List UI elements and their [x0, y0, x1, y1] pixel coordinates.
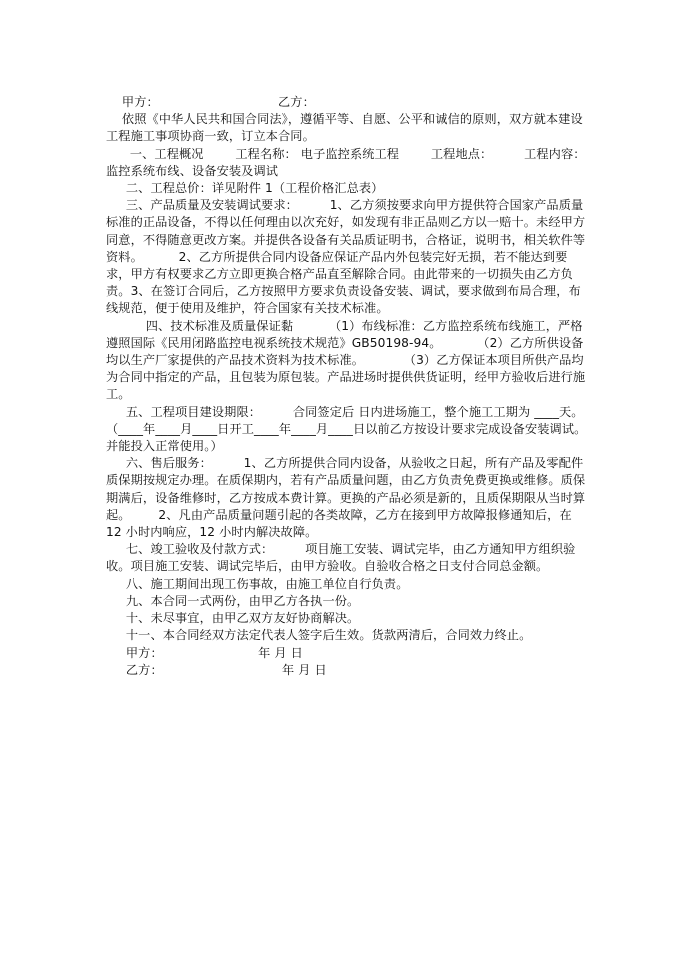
contract-body: [106, 94, 590, 679]
section-effectiveness: 十一、本合同经双方法定代表人签字后生效。货款两清后，合同效力终止。: [106, 628, 532, 643]
section-quality-requirements: 三、产品质量及安装调试要求： 1、乙方须按要求向甲方提供符合国家产品质量标准的正品设备，不得以任何理由以次充好，如发现有非正品则乙方以一赔十。未经甲方同意，不得随意更改方案。并提供各设备有关品质证明书，合格证，说明书，相关软件等资料。 2、乙方所提供合同内设备应保证产品内外包装完好无损，若不能达到要求，甲方有权要求乙方立即更换合格产品直至解除合同。由此带来的一切损失由乙方负责。3、在签订合同后，乙方按照甲方要求负责设备安装、调试，要求做到布局合理，布线规范，便于使用及维护，符合国家有关技术标准。: [106, 198, 586, 316]
section-copies: 九、本合同一式两份，由甲乙方各执一份。: [106, 593, 360, 608]
section-construction-period: 五、工程项目建设期限： 合同签定后 日内进场施工，整个施工工期为 ____天。（____年____月____日开工____年____月____日以前乙方按设计要求完成设备安装调试。并能投入正常使用。）: [106, 404, 587, 454]
signature-party-b: 乙方： 年 月 日: [106, 662, 327, 677]
section-acceptance-payment: 七、竣工验收及付款方式： 项目施工安装、调试完毕，由乙方通知甲方组织验收。项目施工安装、调试完毕后，由甲方验收。自验收合格之日支付合同总金额。: [106, 542, 576, 574]
preamble-paragraph: 依照《中华人民共和国合同法》，遵循平等、自愿、公平和诚信的原则，双方就本建设工程施工事项协商一致，订立本合同。: [106, 112, 583, 144]
party-line: 甲方： 乙方：: [106, 95, 315, 109]
section-total-price: 二、工程总价：详见附件 1（工程价格汇总表）: [106, 181, 384, 196]
section-overview: 一、工程概况 工程名称： 电子监控系统工程 工程地点： 工程内容：监控系统布线、设备安装及调试: [106, 146, 586, 178]
section-unresolved-matters: 十、未尽事宜，由甲乙双方友好协商解决。: [106, 611, 360, 626]
section-after-sales: 六、售后服务： 1、乙方所提供合同内设备，从验收之日起，所有产品及零配件质保期按规定办理。在质保期内，若有产品质量问题，由乙方负责免费更换或维修。质保期满后，设备维修时，乙方按成本费计算。更换的产品必须是新的，且质保期限从当时算起。 2、凡由产品质量问题引起的各类故障，乙方在接到甲方故障报修通知后，在 12 小时内响应，12 小时内解决故障。: [106, 456, 586, 540]
signature-party-a: 甲方： 年 月 日: [106, 645, 303, 660]
section-technical-standards: 四、技术标准及质量保证黏 （1）布线标准：乙方监控系统布线施工，严格遵照国际《民用闭路监控电视系统技术规范》GB50198-94。 （2）乙方所供设备均以生产厂家提供的产品技术资料为技术标准。 （3）乙方保证本项目所供产品均为合同中指定的产品，且包装为原包装。产品进场时提供供货证明，经甲方验收后进行施工。: [106, 318, 586, 402]
section-injury-liability: 八、施工期间出现工伤事故，由施工单位自行负责。: [106, 576, 409, 591]
